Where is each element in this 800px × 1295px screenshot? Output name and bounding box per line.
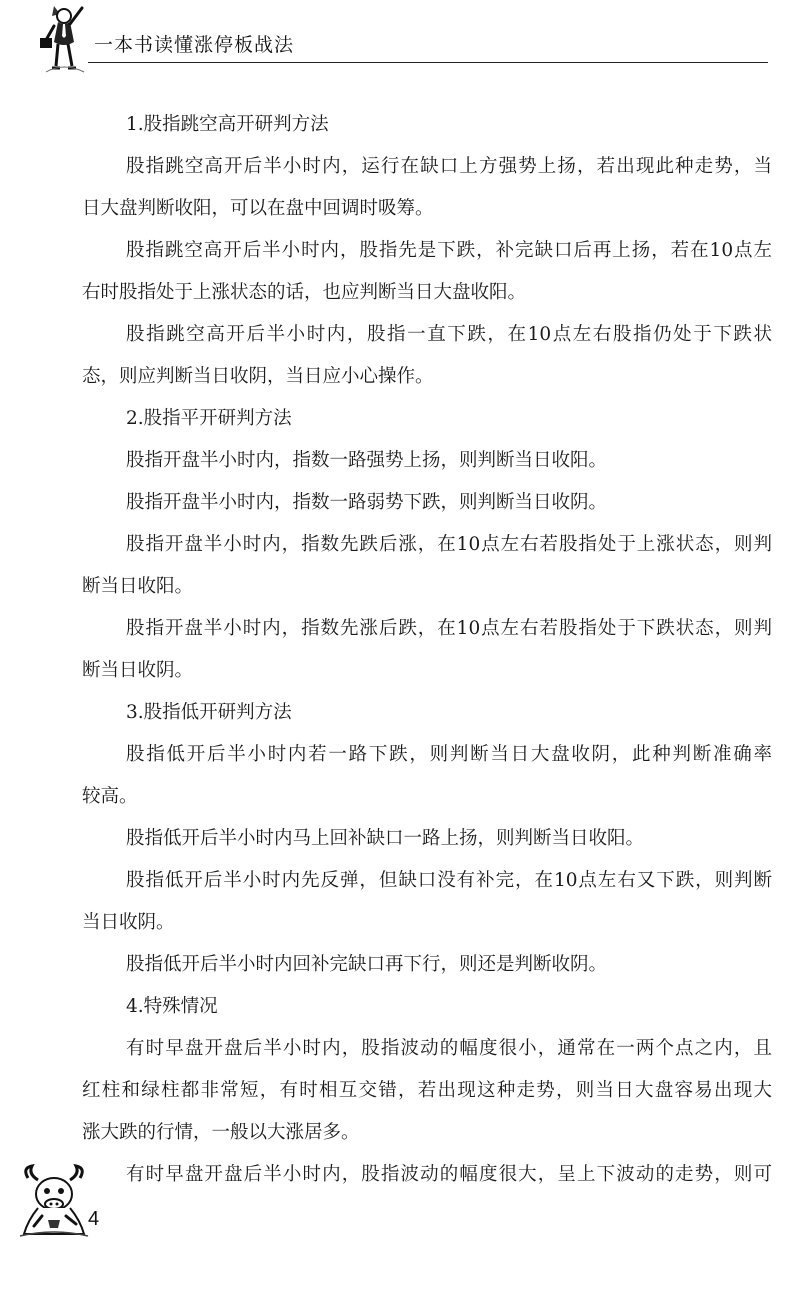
text-line: 当日收阴。 [82,912,175,933]
page-header [0,0,800,80]
page-number: 4 [88,1208,100,1230]
section-heading: 4.特殊情况 [126,996,218,1017]
text-line: 股指开盘半小时内，指数先涨后跌，在10点左右若股指处于下跌状态，则判 [126,618,772,639]
text-line: 股指跳空高开后半小时内，运行在缺口上方强势上扬，若出现此种走势，当 [126,156,772,177]
text-line: 断当日收阳。 [82,576,194,597]
text-line: 有时早盘开盘后半小时内，股指波动的幅度很小，通常在一两个点之内，且 [126,1038,772,1059]
text-line: 股指跳空高开后半小时内，股指先是下跌，补完缺口后再上扬，若在10点左 [126,240,772,261]
text-line: 股指开盘半小时内，指数一路弱势下跌，则判断当日收阴。 [126,492,608,513]
text-line: 股指低开后半小时内马上回补缺口一路上扬，则判断当日收阳。 [126,828,645,849]
text-line: 股指开盘半小时内，指数一路强势上扬，则判断当日收阳。 [126,450,608,471]
text-line: 较高。 [82,786,138,807]
text-line: 股指开盘半小时内，指数先跌后涨，在10点左右若股指处于上涨状态，则判 [126,534,772,555]
text-line: 股指跳空高开后半小时内，股指一直下跌，在10点左右股指仍处于下跌状 [126,324,772,345]
page-footer [0,1150,800,1295]
bull-mascot-icon [18,1164,90,1242]
text-line: 股指低开后半小时内回补完缺口再下行，则还是判断收阴。 [126,954,608,975]
text-line: 有时早盘开盘后半小时内，股指波动的幅度很大，呈上下波动的走势，则可 [126,1164,772,1185]
text-line: 股指低开后半小时内若一路下跌，则判断当日大盘收阴，此种判断准确率 [126,744,772,765]
text-line: 断当日收阴。 [82,660,194,681]
text-line: 日大盘判断收阳，可以在盘中回调时吸筹。 [82,198,434,219]
text-line: 右时股指处于上涨状态的话，也应判断当日大盘收阳。 [82,282,527,303]
section-heading: 2.股指平开研判方法 [126,408,292,429]
header-divider [88,62,768,63]
text-line: 股指低开后半小时内先反弹，但缺口没有补完，在10点左右又下跌，则判断 [126,870,772,891]
text-line: 态，则应判断当日收阴，当日应小心操作。 [82,366,434,387]
text-line: 红柱和绿柱都非常短，有时相互交错，若出现这种走势，则当日大盘容易出现大 [82,1080,772,1101]
section-heading: 1.股指跳空高开研判方法 [126,114,329,135]
businessman-mascot-icon [38,2,90,80]
section-heading: 3.股指低开研判方法 [126,702,292,723]
running-header-title: 一本书读懂涨停板战法 [94,34,295,56]
text-line: 涨大跌的行情，一般以大涨居多。 [82,1122,360,1143]
